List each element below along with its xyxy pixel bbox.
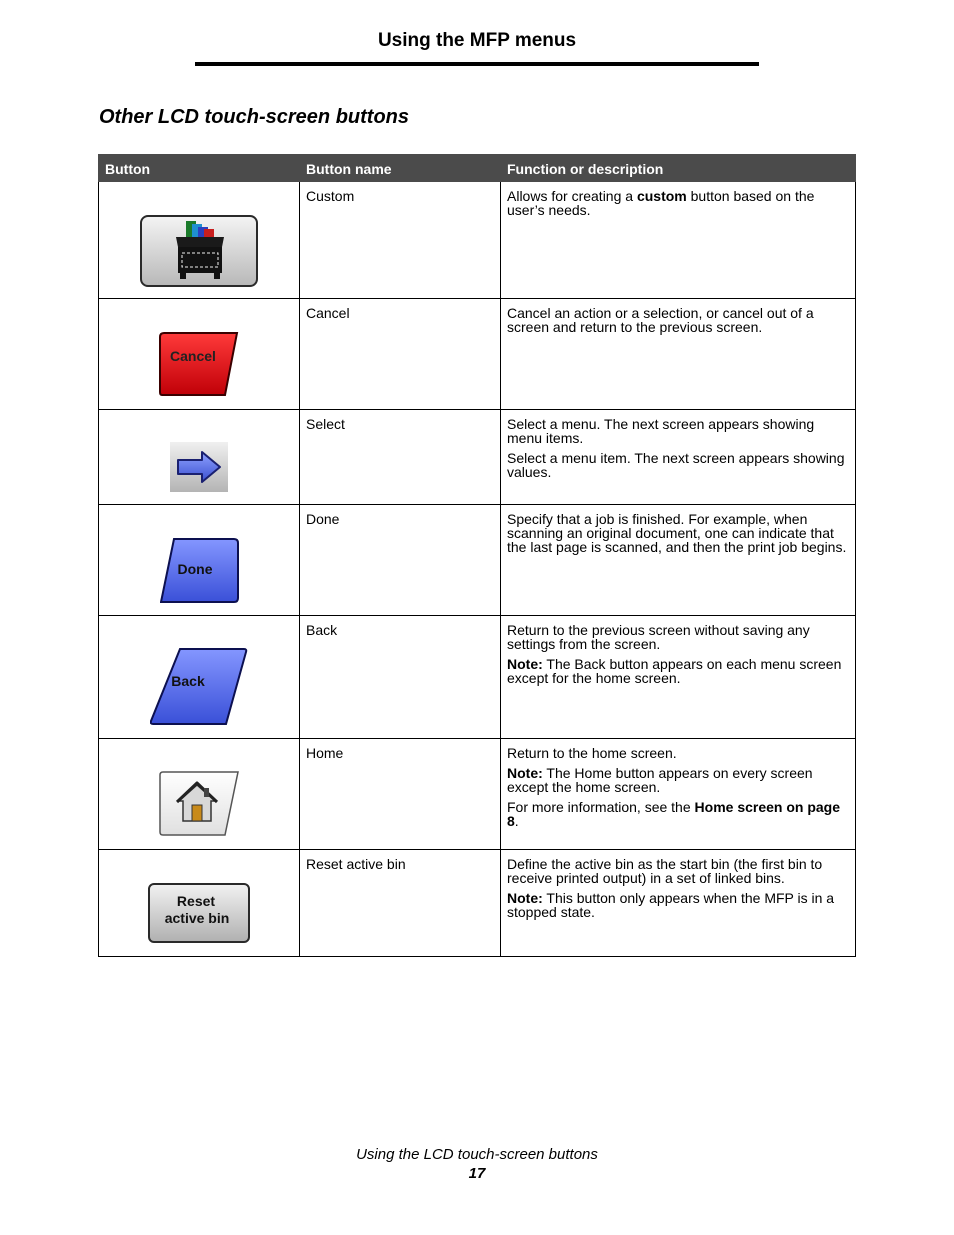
table-header-row	[99, 155, 856, 182]
description-cell	[501, 299, 856, 410]
description-text: Select a menu. The next screen appears showing menu items.	[507, 416, 815, 446]
table-row	[99, 410, 856, 505]
page-number: 17	[468, 1165, 486, 1182]
description-paragraph	[507, 766, 849, 794]
description-text: Define the active bin as the start bin (the first bin to receive printed output) in a set of linked bins.	[507, 856, 823, 886]
table-row	[99, 739, 856, 850]
done-button-label: Done	[177, 561, 213, 577]
table-row	[99, 616, 856, 739]
button-name-cell: Home	[300, 739, 501, 850]
table-row	[99, 505, 856, 616]
button-name-cell: Custom	[300, 182, 501, 299]
header-rule	[195, 62, 759, 66]
description-bold-text: Note:	[507, 765, 543, 781]
reset-button-label-line1: Reset	[176, 893, 216, 909]
description-paragraph	[507, 857, 849, 885]
description-text: Return to the home screen.	[507, 745, 677, 761]
button-name-cell: Reset active bin	[300, 850, 501, 957]
button-name-cell: Select	[300, 410, 501, 505]
table-row	[99, 182, 856, 299]
footer-title: Using the LCD touch-screen buttons	[356, 1146, 598, 1163]
description-text: For more information, see the	[507, 799, 695, 815]
custom-button-icon	[140, 215, 258, 289]
description-cell	[501, 850, 856, 957]
column-header-function: Function or description	[501, 155, 856, 182]
back-button-label: Back	[171, 673, 205, 689]
description-paragraph	[507, 657, 849, 685]
reset-active-bin-button-icon	[148, 883, 252, 947]
description-bold-text: Note:	[507, 890, 543, 906]
description-cell	[501, 616, 856, 739]
description-text: Return to the previous screen without saving any settings from the screen.	[507, 622, 810, 652]
cancel-button-label: Cancel	[170, 348, 216, 364]
description-paragraph	[507, 800, 849, 828]
button-image-cell	[99, 182, 300, 299]
button-name-cell: Back	[300, 616, 501, 739]
description-paragraph	[507, 746, 849, 760]
table-row	[99, 850, 856, 957]
table-row	[99, 299, 856, 410]
description-text: Select a menu item. The next screen appears showing values.	[507, 450, 845, 480]
description-cell	[501, 505, 856, 616]
description-text: The Home button appears on every screen except the home screen.	[507, 765, 813, 795]
header-title: Using the MFP menus	[377, 30, 577, 51]
description-text: Specify that a job is finished. For example, when scanning an original document, one can indicate that the last page is scanned, and then the print job begins.	[507, 511, 847, 555]
button-image-cell	[99, 739, 300, 850]
section-title: Other LCD touch-screen buttons	[99, 106, 410, 128]
button-image-cell	[99, 616, 300, 739]
description-text: Allows for creating a	[507, 188, 637, 204]
button-image-cell	[99, 299, 300, 410]
description-paragraph	[507, 512, 849, 554]
home-button-icon	[159, 771, 241, 839]
description-text: The Back button appears on each menu screen except for the home screen.	[507, 656, 842, 686]
button-image-cell	[99, 850, 300, 957]
description-cell	[501, 182, 856, 299]
select-arrow-icon	[170, 442, 228, 494]
description-bold-text: Note:	[507, 656, 543, 672]
description-paragraph	[507, 189, 849, 217]
done-button-icon	[160, 538, 240, 606]
description-paragraph	[507, 306, 849, 334]
button-name-cell: Done	[300, 505, 501, 616]
description-paragraph	[507, 891, 849, 919]
description-paragraph	[507, 623, 849, 651]
buttons-table	[98, 154, 856, 957]
cancel-button-icon	[159, 332, 239, 398]
column-header-button-name: Button name	[300, 155, 501, 182]
column-header-button: Button	[99, 155, 300, 182]
description-text: .	[514, 813, 519, 829]
back-button-icon	[150, 648, 248, 728]
description-bold-text: Home screen on page 8	[507, 799, 841, 829]
description-cell	[501, 410, 856, 505]
description-paragraph	[507, 451, 849, 479]
button-image-cell	[99, 410, 300, 505]
reset-button-label-line2: active bin	[164, 910, 230, 926]
button-image-cell	[99, 505, 300, 616]
description-bold-text: custom	[636, 188, 687, 204]
description-paragraph	[507, 417, 849, 445]
button-name-cell: Cancel	[300, 299, 501, 410]
description-cell	[501, 739, 856, 850]
description-text: Cancel an action or a selection, or cancel out of a screen and return to the previous screen.	[507, 305, 814, 335]
description-text: This button only appears when the MFP is in a stopped state.	[507, 890, 835, 920]
description-text: button based on the user’s needs.	[507, 188, 815, 218]
